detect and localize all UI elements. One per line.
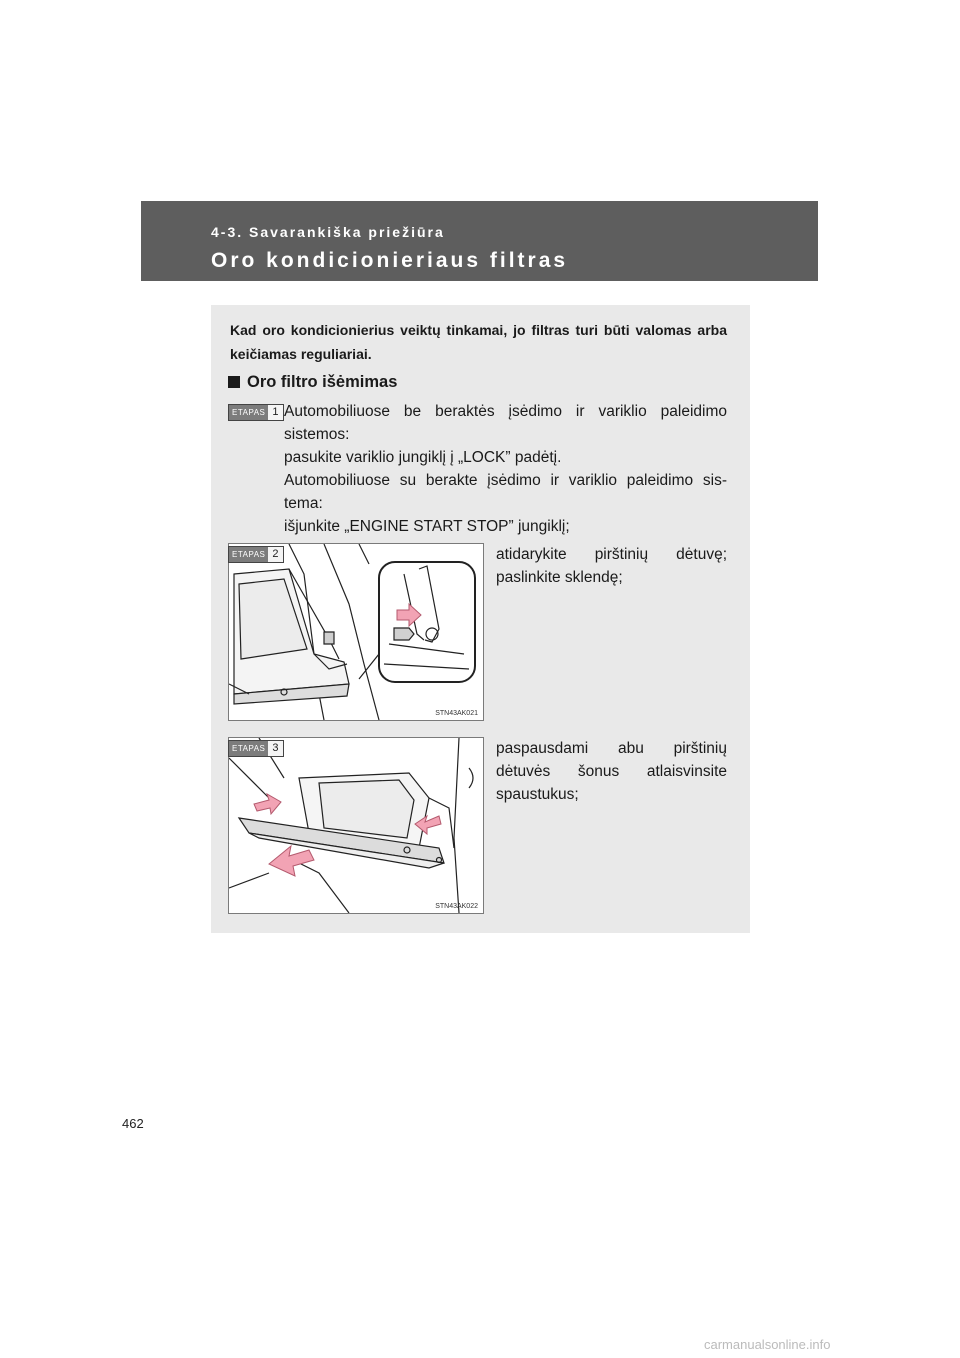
step-1-line: Automobiliuose be beraktės įsėdimo ir variklio paleidimo <box>284 403 727 420</box>
section-header <box>141 201 818 281</box>
step-number: 2 <box>272 548 279 560</box>
step-2-figure <box>228 543 484 721</box>
figure-code: STN43AK022 <box>435 903 478 910</box>
subheading-text: Oro filtro išėmimas <box>247 373 398 391</box>
push-arrow-left-icon <box>254 794 281 814</box>
page-number: 462 <box>122 1116 144 1131</box>
step-1-line: išjunkite „ENGINE START STOP” jungiklį; <box>284 518 570 535</box>
step-1-line: tema: <box>284 495 323 512</box>
step-number: 1 <box>272 406 279 418</box>
step-1-line: Automobiliuose su berakte įsėdimo ir variklio paleidimo sis- <box>284 472 727 489</box>
glovebox-release-illustration <box>229 738 483 913</box>
step-1-badge <box>228 404 284 421</box>
step-2-text <box>496 543 727 589</box>
step-label: ETAPAS <box>229 741 268 756</box>
intro-text: Kad oro kondicionierius veiktų tinkamai, jo filtras turi būti valomas arba keičiamas reguliariai. <box>230 322 727 362</box>
square-bullet-icon <box>228 376 240 388</box>
step-number: 3 <box>272 742 279 754</box>
open-arrow-icon <box>269 846 314 876</box>
content-panel <box>211 305 750 933</box>
step-label: ETAPAS <box>229 405 268 420</box>
step-2-line: paslinkite sklendę; <box>496 569 623 586</box>
watermark: carmanualsonline.info <box>704 1337 831 1352</box>
step-2-line: atidarykite pirštinių dėtuvę; <box>496 546 727 563</box>
step-3-badge <box>228 740 284 757</box>
glovebox-latch-illustration <box>229 544 483 720</box>
step-1-line: pasukite variklio jungiklį į „LOCK” padėtį. <box>284 449 562 466</box>
subheading <box>228 373 397 392</box>
step-label: ETAPAS <box>229 547 268 562</box>
step-3-figure <box>228 737 484 914</box>
step-1-text <box>284 400 727 538</box>
section-label: 4-3. Savarankiška priežiūra <box>211 224 445 240</box>
step-3-text <box>496 737 727 806</box>
page-title: Oro kondicionieriaus filtras <box>211 249 569 272</box>
step-2-badge <box>228 546 284 563</box>
step-3-line: dėtuvės šonus atlaisvinsite <box>496 763 727 780</box>
figure-code: STN43AK021 <box>435 710 478 717</box>
step-1-line: sistemos: <box>284 426 350 443</box>
step-3-line: spaustukus; <box>496 786 579 803</box>
step-3-line: paspausdami abu pirštinių <box>496 740 727 757</box>
